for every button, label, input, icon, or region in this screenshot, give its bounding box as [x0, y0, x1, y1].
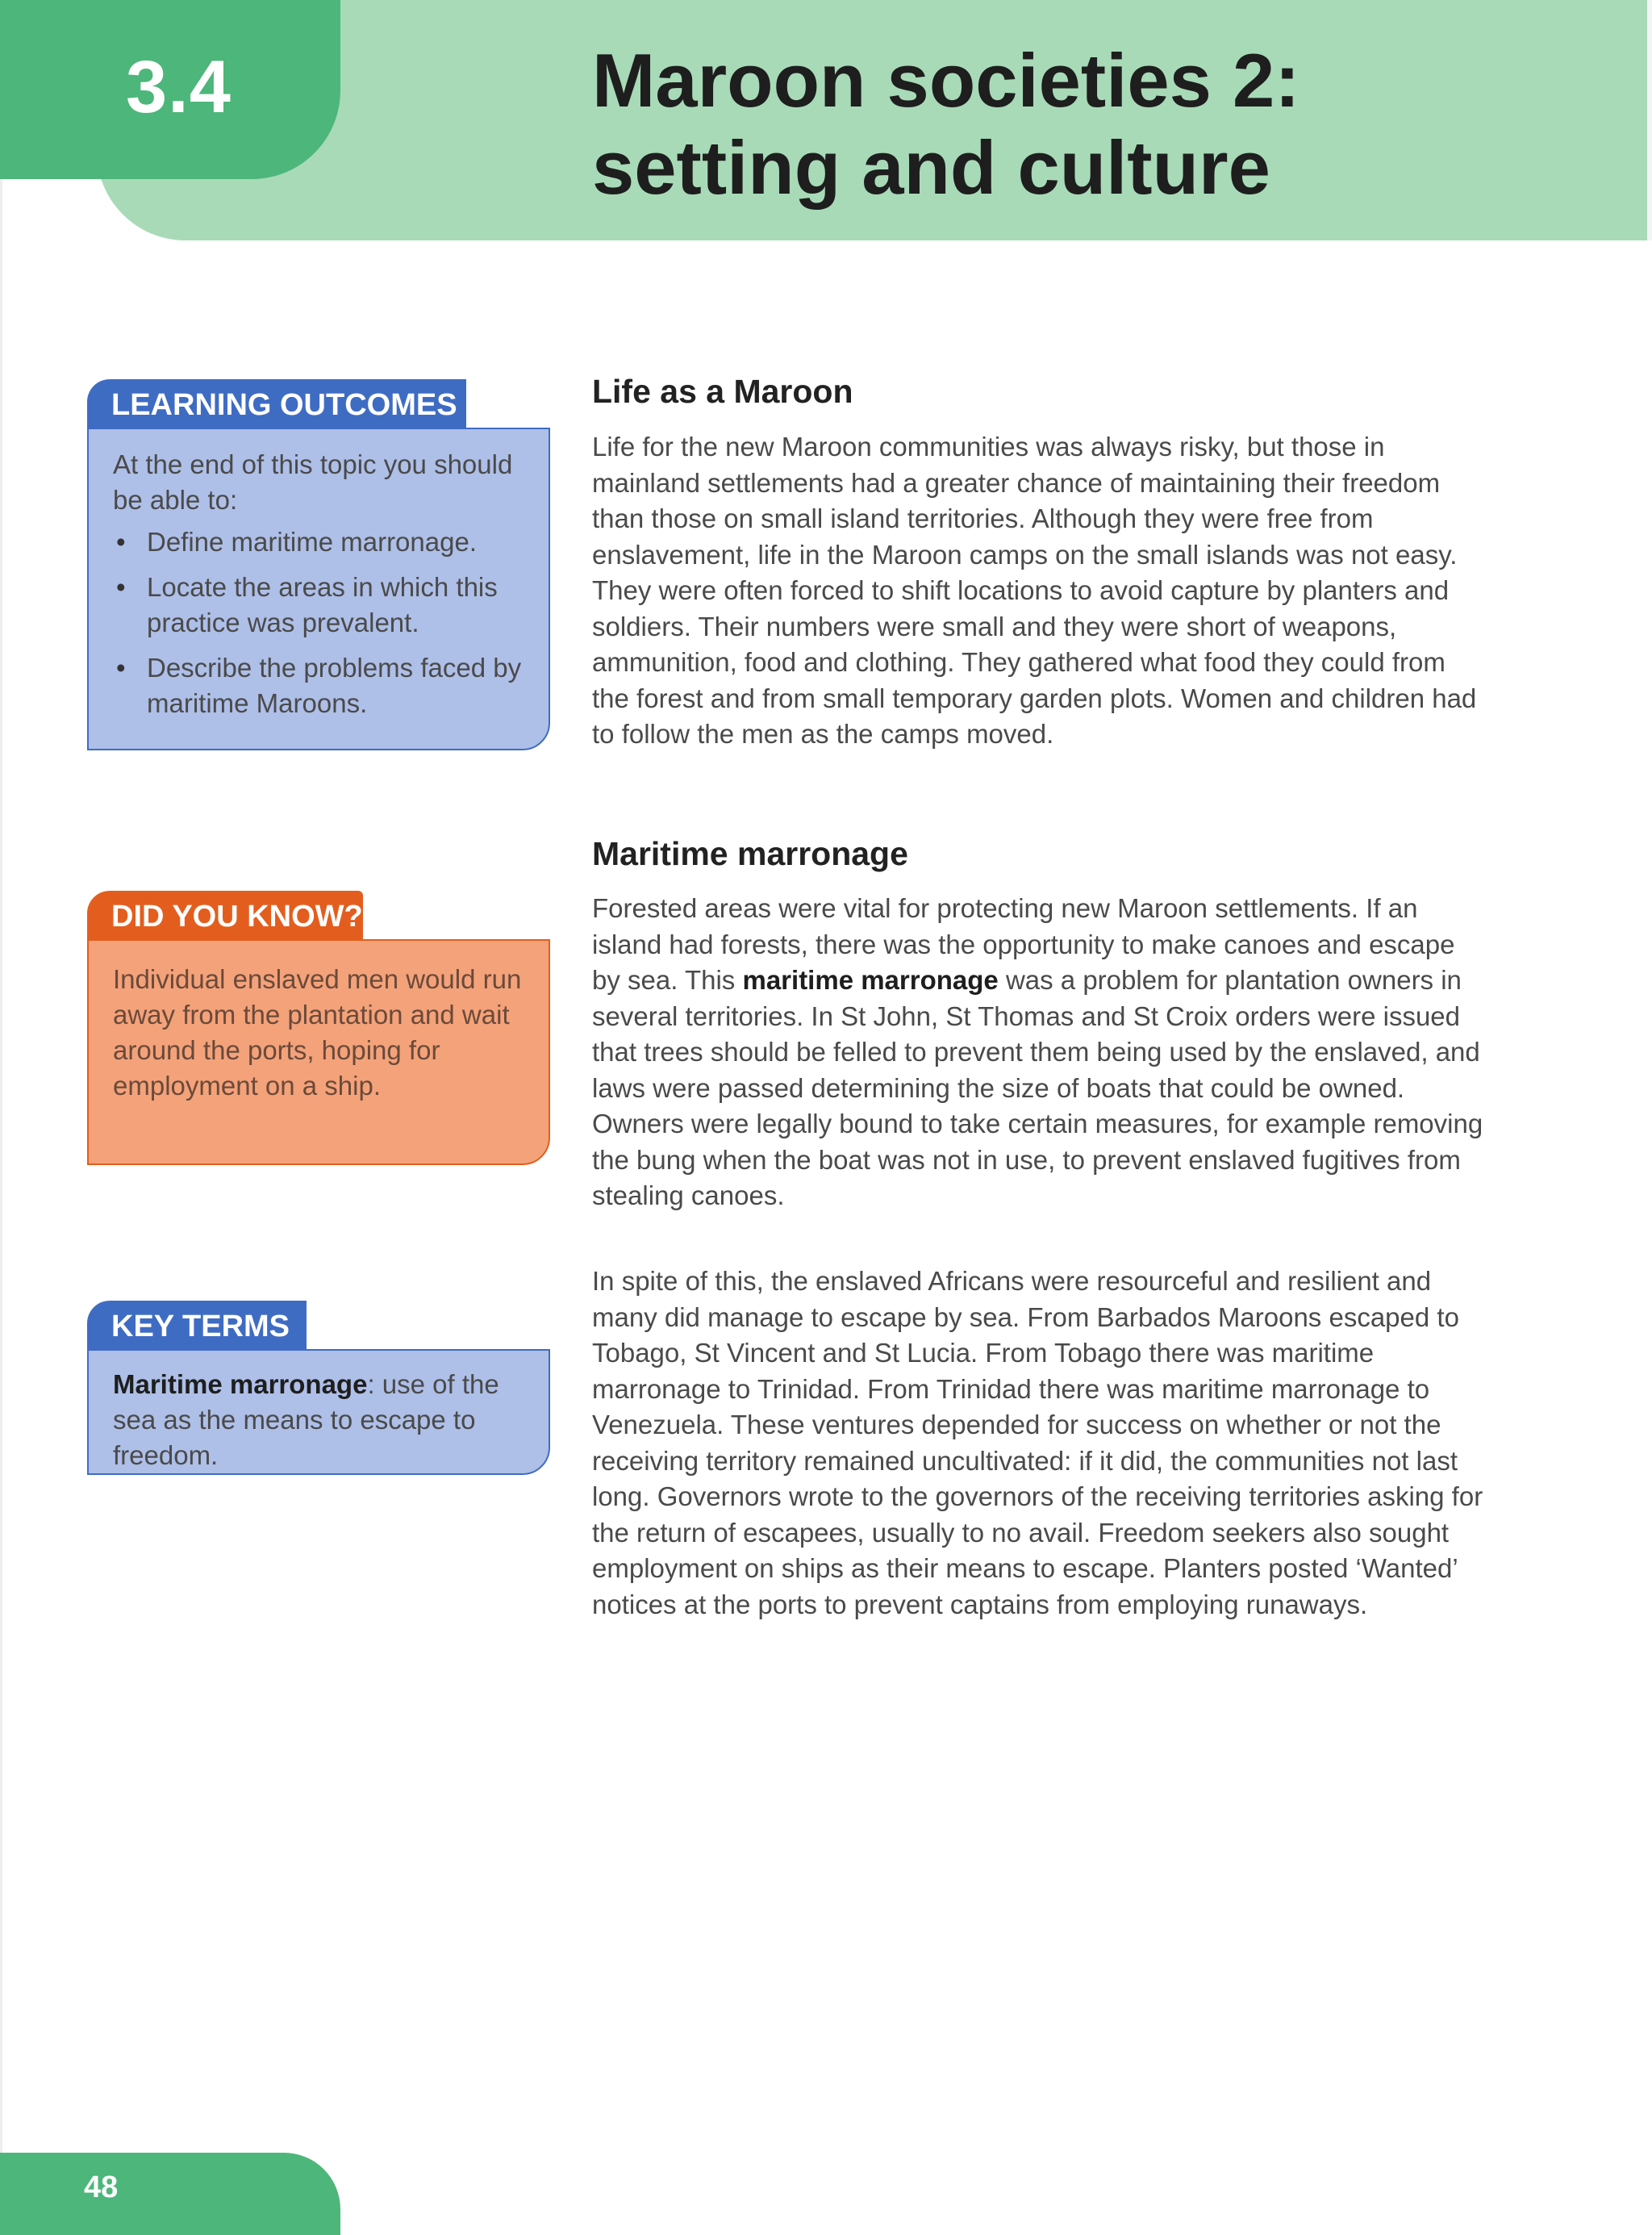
paragraph-text: was a problem for plantation owners in several territories. In St John, St Thomas and St Croix orders were issued that trees should be felled to prevent them being used by the enslaved, and laws were passed determining the size of boats that could be owned. Owners were legally bound to take certain measures, for example removing the bung when the boat was not in use, to prevent enslaved fugitives from stealing canoes.: [592, 965, 1483, 1210]
learning-outcomes-list: [113, 524, 529, 721]
page-edge: [1647, 0, 1652, 240]
list-item: • Define maritime marronage.: [113, 524, 529, 560]
list-item: • Describe the problems faced by maritime Maroons.: [113, 650, 529, 721]
section-number: 3.4: [126, 46, 232, 128]
emphasized-term: maritime marronage: [742, 965, 999, 995]
body-paragraph: In spite of this, the enslaved Africans were resourceful and resilient and many did manage to escape by sea. From Barbados Maroons escaped to Tobago, St Vincent and St Lucia. From Tobago there was maritime marronage to Trinidad. From Trinidad there was maritime marronage to Venezuela. These ventures depended for success on whether or not the receiving territory remained uncultivated: if it did, the communities not last long. Governors wrote to the governors of the receiving territories asking for the return of escapees, usually to no avail. Freedom seekers also sought employment on ships as their means to escape. Planters posted ‘Wanted’ notices at the ports to prevent captains from employing runaways.: [592, 1266, 1483, 1619]
page-title: [592, 37, 1560, 211]
key-term-definition: : use of the sea as the means to escape to freedom.: [113, 1369, 499, 1470]
list-item: • Locate the areas in which this practice was prevalent.: [113, 570, 529, 641]
learning-outcomes-body: [87, 428, 550, 750]
page-title-line-2: setting and culture: [592, 125, 1270, 210]
did-you-know-text: Individual enslaved men would run away from the plantation and wait around the ports, hoping for employment on a ship.: [87, 939, 550, 1165]
learning-outcomes-intro: At the end of this topic you should be able to:: [113, 449, 513, 515]
section-heading: Life as a Maroon: [592, 373, 853, 410]
learning-outcomes-label: LEARNING OUTCOMES: [87, 379, 466, 429]
footer-tab: [0, 2153, 340, 2235]
page-number: 48: [84, 2170, 119, 2204]
key-terms-body: [87, 1349, 550, 1475]
page-edge: [0, 179, 2, 2153]
did-you-know-label: DID YOU KNOW?: [87, 891, 363, 941]
section-heading: Maritime marronage: [592, 835, 908, 872]
paragraph-text: Forested areas were vital for protecting new Maroon settlements. If an island had forests, there was the opportunity to make canoes and escape by sea. This: [592, 893, 1455, 995]
key-term: Maritime marronage: [113, 1369, 368, 1399]
learning-outcomes-box: [87, 379, 550, 754]
body-paragraph: [592, 891, 1487, 1214]
key-terms-box: [87, 1301, 550, 1478]
key-terms-label: KEY TERMS: [87, 1301, 307, 1351]
page-title-line-1: Maroon societies 2:: [592, 38, 1300, 123]
did-you-know-box: [87, 891, 550, 1169]
body-paragraph: Life for the new Maroon communities was always risky, but those in mainland settlements had a greater chance of maintaining their freedom than those on small island territories. Although they were free from enslavement, life in the Maroon camps on the small islands was not easy. They were often forced to shift locations to avoid capture by planters and soldiers. Their numbers were small and they were short of weapons, ammunition, food and clothing. They gathered what food they could from the forest and from small temporary garden plots. Women and children had to follow the men as the camps moved.: [592, 432, 1477, 749]
